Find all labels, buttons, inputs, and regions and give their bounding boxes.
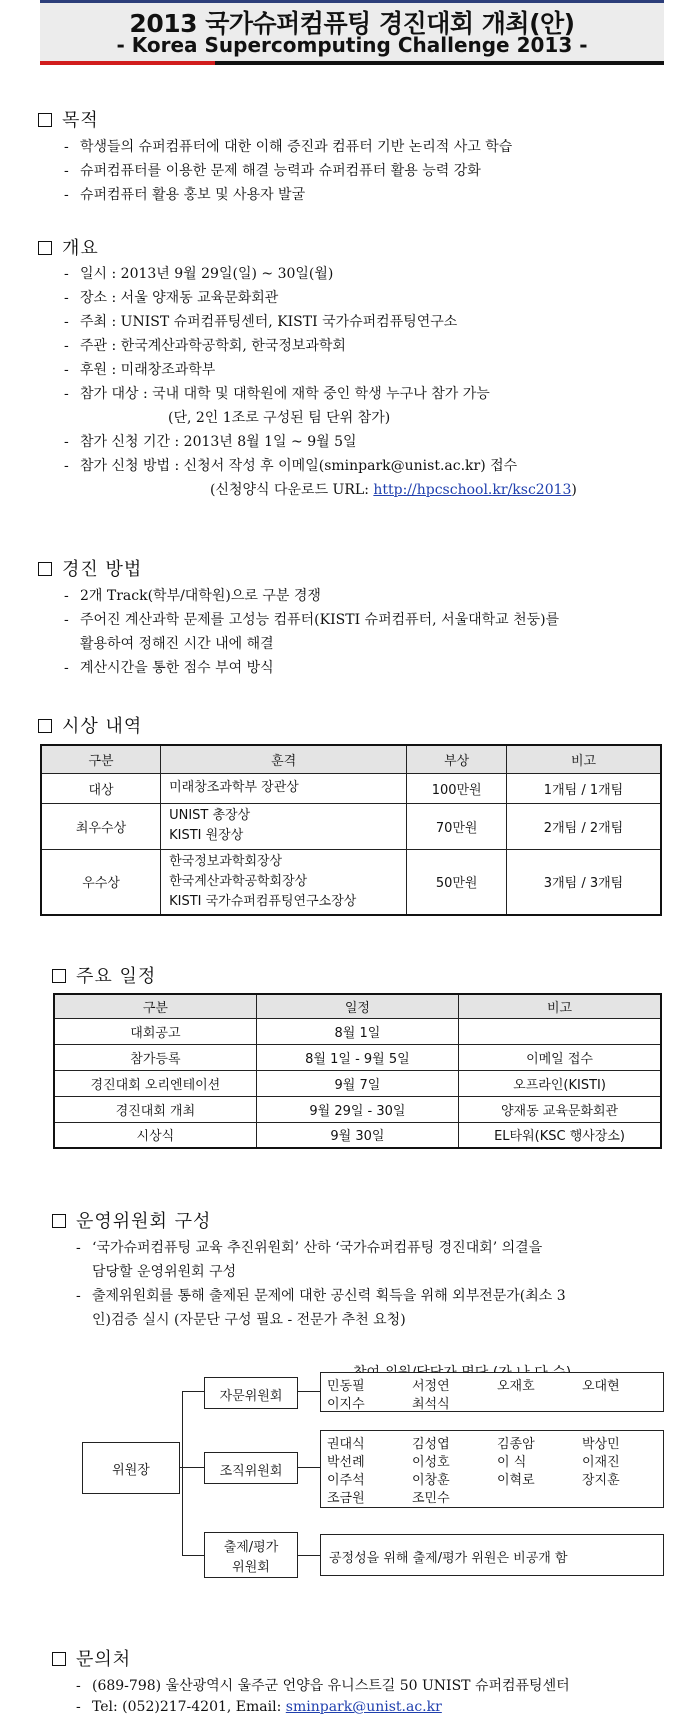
schedule-table — [53, 993, 662, 1149]
committee-item-continued: 인)검증 실시 (자문단 구성 필요 - 전문가 추천 요청) — [92, 1312, 406, 1328]
table-row: 경진대회 오리엔테이션 9월 7일 오프라인(KISTI) — [54, 1070, 661, 1096]
overview-date: - 일시 : 2013년 9월 29일(일) ~ 30일(월) — [64, 266, 334, 282]
advisory-committee-label: 자문위원회 — [219, 1389, 283, 1404]
checkbox-square-icon — [52, 1652, 66, 1666]
member-name: 최석식 — [412, 1397, 450, 1412]
purpose-item: - 슈퍼컴퓨터 활용 홍보 및 사용자 발굴 — [64, 187, 306, 203]
header-underline-bar — [215, 61, 664, 65]
overview-eligibility: - 참가 대상 : 국내 대학 및 대학원에 재학 중인 학생 누구나 참가 가능 — [64, 386, 490, 402]
connector-line — [182, 1555, 204, 1556]
overview-method: - 참가 신청 방법 : 신청서 작성 후 이메일(sminpark@unist.ac.kr) 접수 — [64, 458, 518, 474]
competition-item: - 계산시간을 통한 점수 부여 방식 — [64, 660, 274, 676]
header-top-bar — [40, 0, 664, 3]
section-competition-heading: 경진 방법 — [38, 555, 142, 581]
contact-tel-email: - Tel: (052)217-4201, Email: sminpark@unist.ac.kr — [76, 1699, 442, 1715]
table-header-cell: 일정 — [256, 994, 458, 1018]
chair-box — [82, 1442, 180, 1494]
table-row: 경진대회 개최 9월 29일 - 30일 양재동 교육문화회관 — [54, 1096, 661, 1122]
exam-committee-label-line1: 출제/평가 — [223, 1540, 279, 1555]
table-row: 대회공고 8월 1일 — [54, 1018, 661, 1044]
document-title: 2013 국가슈퍼컴퓨팅 경진대회 개최(안) — [129, 9, 575, 38]
member-name: 권대식 — [327, 1437, 365, 1452]
member-name: 오재호 — [497, 1379, 535, 1394]
overview-eligibility-note: (단, 2인 1조로 구성된 팀 단위 참가) — [168, 410, 391, 426]
member-name: 조민수 — [412, 1491, 450, 1506]
connector-line — [296, 1391, 320, 1392]
member-name: 오대현 — [582, 1379, 620, 1394]
section-purpose-heading: 목적 — [38, 106, 99, 132]
overview-period: - 참가 신청 기간 : 2013년 8월 1일 ~ 9월 5일 — [64, 434, 357, 450]
member-name: 박상민 — [582, 1437, 620, 1452]
exam-note: 공정성을 위해 출제/평가 위원은 비공개 함 — [329, 1551, 568, 1566]
member-name: 장지훈 — [582, 1473, 620, 1488]
connector-line — [182, 1391, 183, 1555]
committee-item-continued: 담당할 운영위원회 구성 — [92, 1264, 237, 1280]
section-contact-heading: 문의처 — [52, 1645, 131, 1671]
table-row — [41, 773, 661, 803]
contact-address: - (689-798) 울산광역시 울주군 언양읍 유니스트길 50 UNIST 슈퍼컴퓨팅센터 — [76, 1678, 570, 1694]
award-type: 대상 — [41, 773, 161, 803]
table-header-cell: 구분 — [54, 994, 256, 1018]
competition-item-continued: 활용하여 정해진 시간 내에 해결 — [80, 636, 274, 652]
committee-item: - ‘국가슈퍼컴퓨팅 교육 추진위원회’ 산하 ‘국가슈퍼컴퓨팅 경진대회’ 의결을 — [76, 1240, 543, 1256]
advisory-committee-box — [204, 1377, 298, 1409]
award-prize: 70만원 — [407, 803, 507, 849]
section-committee-heading: 운영위원회 구성 — [52, 1207, 211, 1233]
checkbox-square-icon — [38, 241, 52, 255]
checkbox-square-icon — [52, 969, 66, 983]
header-accent-bar — [40, 61, 215, 65]
member-name: 이창훈 — [412, 1473, 450, 1488]
table-header-cell: 구분 — [41, 745, 161, 773]
member-name: 이 식 — [497, 1455, 527, 1470]
member-name: 이지수 — [327, 1397, 365, 1412]
checkbox-square-icon — [38, 113, 52, 127]
member-name: 서정연 — [412, 1379, 450, 1394]
table-header-row — [41, 745, 661, 773]
table-header-row — [54, 994, 661, 1018]
organizing-committee-label: 조직위원회 — [219, 1464, 283, 1479]
overview-place: - 장소 : 서울 양재동 교육문화회관 — [64, 290, 279, 306]
connector-line — [182, 1391, 204, 1392]
table-header-cell: 훈격 — [161, 745, 407, 773]
table-row: 참가등록 8월 1일 - 9월 5일 이메일 접수 — [54, 1044, 661, 1070]
section-schedule-heading: 주요 일정 — [52, 962, 156, 988]
award-honor: 미래창조과학부 장관상 — [161, 773, 407, 803]
overview-organizer: - 주관 : 한국계산과학공학회, 한국정보과학회 — [64, 338, 346, 354]
competition-item: - 2개 Track(학부/대학원)으로 구분 경쟁 — [64, 588, 321, 604]
member-name: 민동필 — [327, 1379, 365, 1394]
purpose-item: - 슈퍼컴퓨터를 이용한 문제 해결 능력과 슈퍼컴퓨터 활용 능력 강화 — [64, 163, 481, 179]
connector-line — [182, 1467, 204, 1468]
member-name: 이혁로 — [497, 1473, 535, 1488]
table-header-cell: 부상 — [407, 745, 507, 773]
chair-label: 위원장 — [112, 1463, 150, 1478]
award-prize: 50만원 — [407, 849, 507, 915]
member-name: 김종암 — [497, 1437, 535, 1452]
award-note: 2개팀 / 2개팀 — [507, 803, 661, 849]
connector-line — [296, 1555, 320, 1556]
award-type: 우수상 — [41, 849, 161, 915]
checkbox-square-icon — [38, 719, 52, 733]
section-overview-heading: 개요 — [38, 234, 99, 260]
award-note: 3개팀 / 3개팀 — [507, 849, 661, 915]
table-row: 시상식 9월 30일 EL타워(KSC 행사장소) — [54, 1122, 661, 1148]
member-name: 이성호 — [412, 1455, 450, 1470]
table-header-cell: 비고 — [507, 745, 661, 773]
member-name: 김성엽 — [412, 1437, 450, 1452]
download-url-link[interactable]: http://hpcschool.kr/ksc2013 — [373, 482, 572, 498]
section-awards-heading: 시상 내역 — [38, 712, 142, 738]
connector-line — [296, 1467, 320, 1468]
competition-item: - 주어진 계산과학 문제를 고성능 컴퓨터(KISTI 슈퍼컴퓨터, 서울대학교 천둥)를 — [64, 612, 560, 628]
member-name: 이주석 — [327, 1473, 365, 1488]
overview-sponsor: - 후원 : 미래창조과학부 — [64, 362, 216, 378]
checkbox-square-icon — [52, 1214, 66, 1228]
award-type: 최우수상 — [41, 803, 161, 849]
table-row — [41, 803, 661, 849]
award-honor: 한국정보과학회장상 한국계산과학공학회장상 KISTI 국가슈퍼컴퓨팅연구소장상 — [161, 849, 407, 915]
overview-host: - 주최 : UNIST 슈퍼컴퓨팅센터, KISTI 국가슈퍼컴퓨팅연구소 — [64, 314, 458, 330]
award-note: 1개팀 / 1개팀 — [507, 773, 661, 803]
purpose-item: - 학생들의 슈퍼컴퓨터에 대한 이해 증진과 컴퓨터 기반 논리적 사고 학습 — [64, 139, 513, 155]
committee-item: - 출제위원회를 통해 출제된 문제에 대한 공신력 획득을 위해 외부전문가(최소 3 — [76, 1288, 566, 1304]
organizing-committee-box — [204, 1452, 298, 1484]
exam-note-box — [320, 1534, 664, 1576]
checkbox-square-icon — [38, 562, 52, 576]
exam-committee-label-line2: 위원회 — [232, 1560, 270, 1575]
member-name: 박선례 — [327, 1455, 365, 1470]
table-row — [41, 849, 661, 915]
award-honor: UNIST 총장상 KISTI 원장상 — [161, 803, 407, 849]
contact-email-link[interactable]: sminpark@unist.ac.kr — [285, 1699, 442, 1715]
awards-table — [40, 744, 662, 916]
member-name: 이재진 — [582, 1455, 620, 1470]
table-header-cell: 비고 — [459, 994, 661, 1018]
award-prize: 100만원 — [407, 773, 507, 803]
exam-committee-box — [204, 1532, 298, 1578]
member-name: 조금원 — [327, 1491, 365, 1506]
document-subtitle: - Korea Supercomputing Challenge 2013 - — [116, 33, 588, 57]
overview-download: (신청양식 다운로드 URL: http://hpcschool.kr/ksc2013) — [210, 482, 577, 498]
document-header — [40, 0, 664, 64]
